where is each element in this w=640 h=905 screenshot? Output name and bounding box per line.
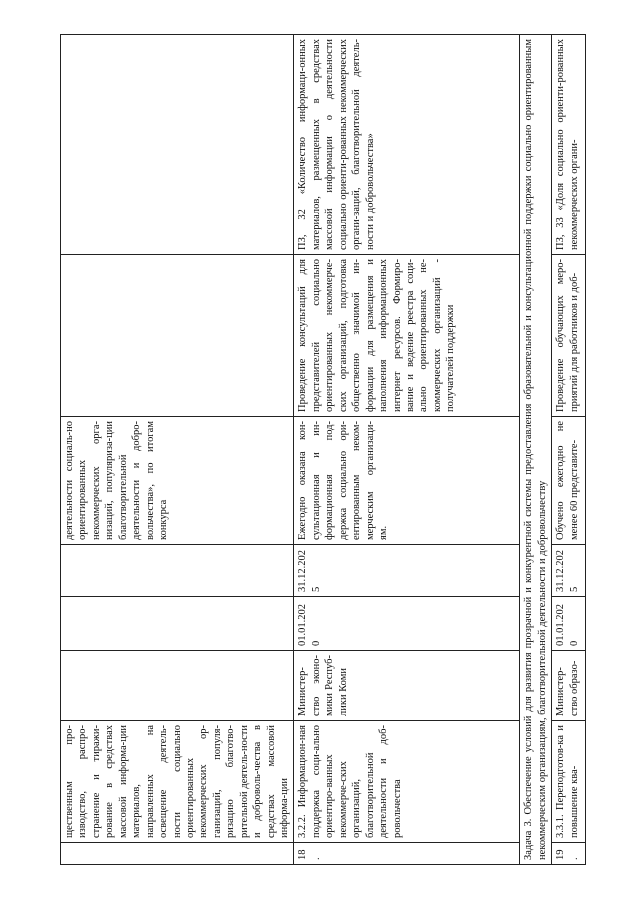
measure-name: 3.3.1. Переподготов-ка и повышение ква-	[552, 721, 586, 843]
start-date	[61, 597, 294, 651]
expected-result: Обучено ежегодно не менее 60 представите-	[552, 417, 586, 545]
expected-result: деятельности социаль-но ориентированных некоммерческих орга-низаций, популяриза-ции благотворительной деятельности и добро-вольчества», по итогам конкурса	[61, 417, 294, 545]
executor	[61, 651, 294, 721]
relation-text	[61, 255, 294, 417]
indicator-text: ПЗ, 33 «Доля социально ориенти-рованных некоммерческих органи-	[552, 35, 586, 255]
end-date	[61, 545, 294, 597]
row-number	[61, 843, 294, 865]
measure-name: 3.2.2. Информацион-ная поддержка соци-ально ориентиро-ванных некоммерче-ских организаций, благотворительной деятельности и доб-ровольчества	[294, 721, 520, 843]
end-date: 31.12.2025	[552, 545, 586, 597]
program-table	[60, 34, 586, 865]
task-heading: Задача 3. Обеспечение условий для развития прозрачной и конкурентной системы предоставления образовательной и консультационной поддержки социально ориентированным некоммерческим организациям, благотворительной деятельности и добровольчеству	[520, 35, 552, 865]
end-date: 31.12.2025	[294, 545, 520, 597]
expected-result: Ежегодно оказана кон-сультационная и ин-формационная под-держка социально ори-ентированным неком-мерческим организаци-ям.	[294, 417, 520, 545]
start-date: 01.01.2020	[552, 597, 586, 651]
relation-text: Проведение обучающих меро-приятий для работников и доб-	[552, 255, 586, 417]
indicator-text	[61, 35, 294, 255]
relation-text: Проведение консультаций для представителей социально ориентированных некоммерче-ских организаций, подготовка общественно значимой ин-формации для размещения и наполнения информационных интернет ресурсов. Формиро-вание и ведение реестра соци-ально ориентированных не-коммерческих организаций - получателей поддержки	[294, 255, 520, 417]
measure-name: щественным про-изводство, распро-странение и тиражи-рование в средствах массовой информа-ции материалов, направленных на освещение деятель-ности социально ориентированных некоммерческих ор-ганизаций, популя-ризацию благотво-рительной деятель-ности и доброволь-чества в средствах массовой информа-ции	[61, 721, 294, 843]
table-row	[61, 35, 294, 865]
executor: Министер-ство эконо-мики Респуб-лики Коми	[294, 651, 520, 721]
table-row	[294, 35, 520, 865]
row-number: 19.	[552, 843, 586, 865]
start-date: 01.01.2020	[294, 597, 520, 651]
page-mark	[6, 6, 12, 12]
indicator-text: ПЗ, 32 «Количество информаци-онных материалов, размещенных в средствах массовой информации о деятельности социально ориенти-рованных некоммерческих органи-заций, благотворительной деятель-ности и добровольчества»	[294, 35, 520, 255]
table-row	[552, 35, 586, 865]
executor: Министер-ство образо-	[552, 651, 586, 721]
task-row	[520, 35, 552, 865]
row-number: 18.	[294, 843, 520, 865]
